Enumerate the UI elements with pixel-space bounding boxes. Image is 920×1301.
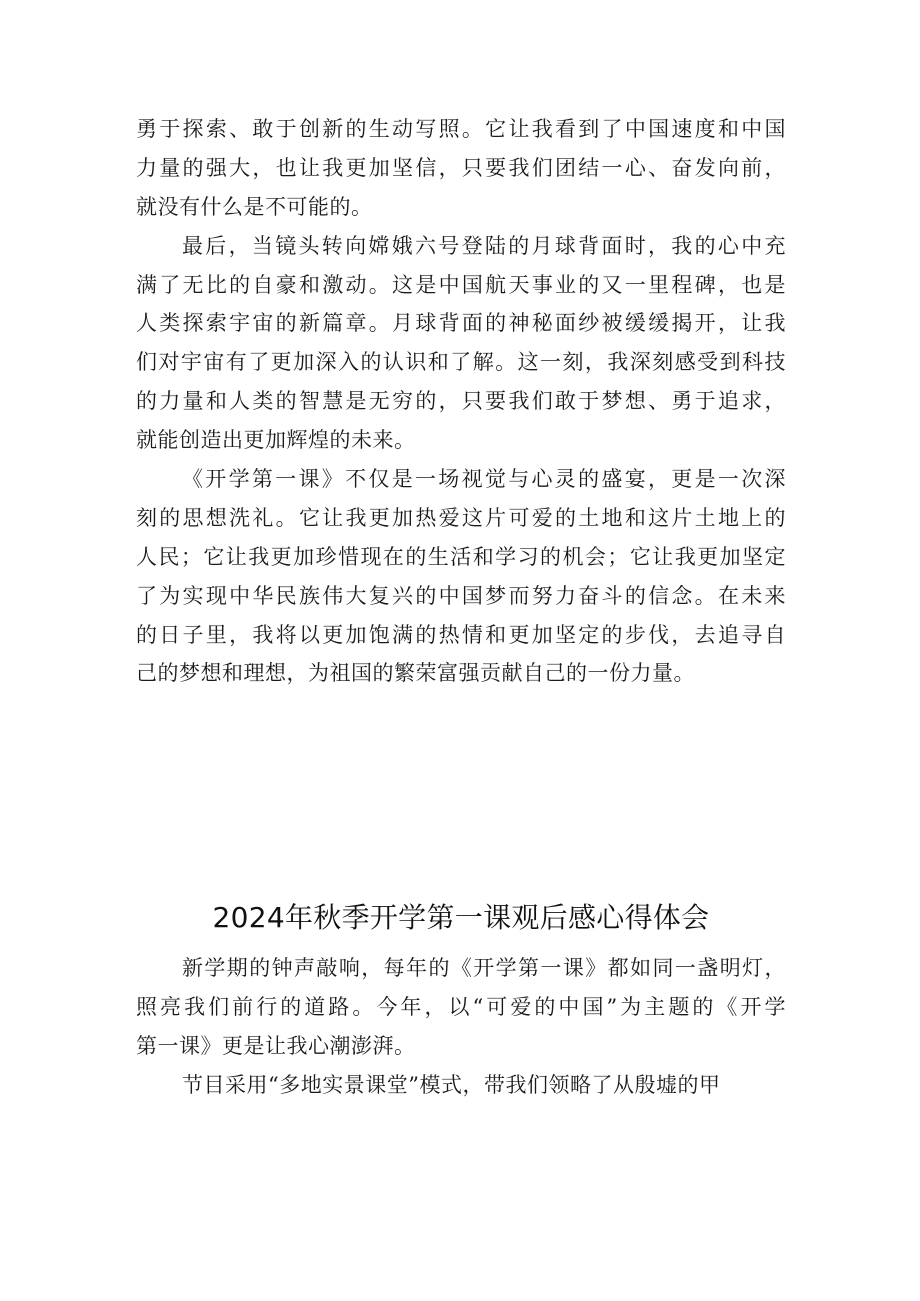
text-line: 的日子里，我将以更加饱满的热情和更加坚定的步伐，去追寻自 — [136, 622, 786, 647]
text-line: 刻的思想洗礼。它让我更加热爱这片可爱的土地和这片土地上的 — [136, 505, 786, 530]
text-line: 人类探索宇宙的新篇章。月球背面的神秘面纱被缓缓揭开，让我 — [136, 311, 786, 336]
text-line: 照亮我们前行的道路。今年，以“可爱的中国”为主题的《开学 — [136, 994, 786, 1019]
text-line: 了为实现中华民族伟大复兴的中国梦而努力奋斗的信念。在未来 — [136, 583, 786, 608]
text-line: 力量的强大，也让我更加坚信，只要我们团结一心、奋发向前， — [136, 155, 786, 180]
text-line: 最后，当镜头转向嫦娥六号登陆的月球背面时，我的心中充 — [182, 233, 786, 258]
text-line: 人民；它让我更加珍惜现在的生活和学习的机会；它让我更加坚定 — [136, 544, 786, 569]
text-line: 就能创造出更加辉煌的未来。 — [136, 428, 416, 453]
paragraph — [136, 460, 786, 693]
essay-body-part2 — [136, 949, 786, 1105]
text-line: 《开学第一课》不仅是一场视觉与心灵的盛宴，更是一次深 — [182, 467, 786, 492]
paragraph — [136, 227, 786, 460]
text-line: 新学期的钟声敲响，每年的《开学第一课》都如同一盏明灯， — [182, 956, 786, 980]
text-line: 满了无比的自豪和激动。这是中国航天事业的又一里程碑，也是 — [136, 272, 786, 297]
text-line: 就没有什么是不可能的。 — [136, 194, 373, 219]
paragraph — [136, 1066, 786, 1105]
essay-title: 2024年秋季开学第一课观后感心得体会 — [212, 901, 710, 934]
text-line: 己的梦想和理想，为祖国的繁荣富强贡献自己的一份力量。 — [136, 661, 695, 686]
text-line: 们对宇宙有了更加深入的认识和了解。这一刻，我深刻感受到科技 — [136, 350, 786, 375]
essay-body-part1 — [136, 110, 786, 693]
paragraph — [136, 949, 786, 1066]
text-line: 的力量和人类的智慧是无穷的，只要我们敢于梦想、勇于追求， — [136, 389, 786, 414]
text-line: 节目采用“多地实景课堂”模式，带我们领略了从殷墟的甲 — [182, 1072, 721, 1097]
text-line: 勇于探索、敢于创新的生动写照。它让我看到了中国速度和中国 — [136, 117, 786, 141]
paragraph — [136, 110, 786, 227]
text-line: 第一课》更是让我心潮澎湃。 — [136, 1033, 416, 1058]
